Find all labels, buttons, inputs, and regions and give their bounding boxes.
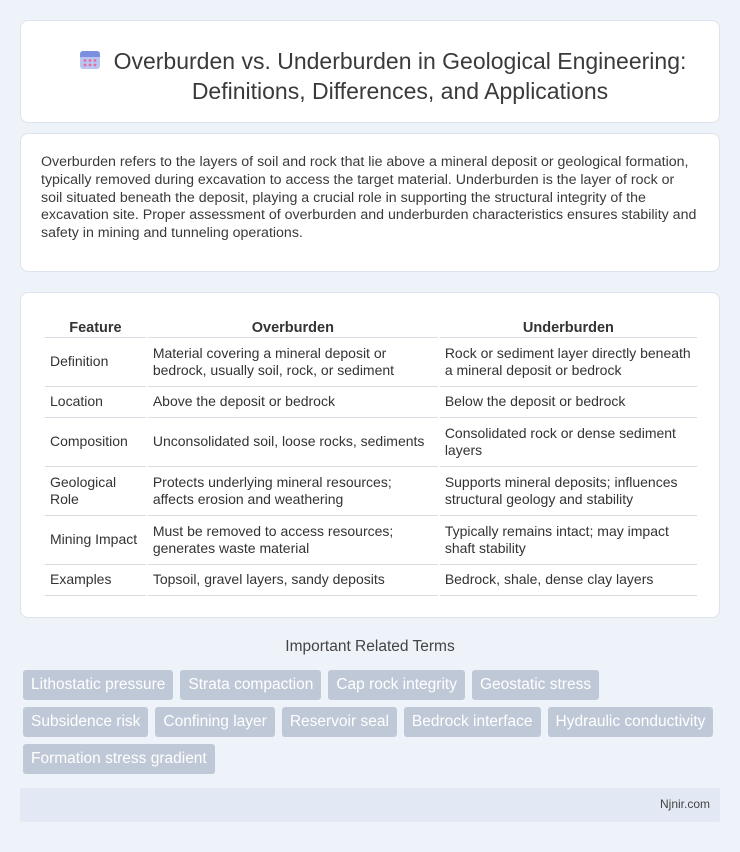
cell-feature: Definition bbox=[45, 338, 146, 387]
cell-underburden: Typically remains intact; may impact shaft stability bbox=[440, 516, 697, 565]
cell-underburden: Rock or sediment layer directly beneath a mineral deposit or bedrock bbox=[440, 338, 697, 387]
tag-geostatic-stress[interactable]: Geostatic stress bbox=[472, 670, 599, 700]
table-row bbox=[45, 338, 697, 387]
table-header-row bbox=[45, 314, 697, 338]
cell-overburden: Material covering a mineral deposit or bedrock, usually soil, rock, or sediment bbox=[148, 338, 438, 387]
header-overburden: Overburden bbox=[148, 314, 438, 338]
tag-lithostatic-pressure[interactable]: Lithostatic pressure bbox=[23, 670, 173, 700]
cell-overburden: Topsoil, gravel layers, sandy deposits bbox=[148, 565, 438, 596]
tag-formation-stress-gradient[interactable]: Formation stress gradient bbox=[23, 744, 215, 774]
cell-feature: Composition bbox=[45, 418, 146, 467]
comparison-table bbox=[43, 314, 699, 596]
footer bbox=[20, 788, 720, 822]
table-row bbox=[45, 387, 697, 418]
cell-overburden: Protects underlying mineral resources; affects erosion and weathering bbox=[148, 467, 438, 516]
cell-overburden: Must be removed to access resources; generates waste material bbox=[148, 516, 438, 565]
cell-overburden: Unconsolidated soil, loose rocks, sediments bbox=[148, 418, 438, 467]
tag-strata-compaction[interactable]: Strata compaction bbox=[180, 670, 321, 700]
tag-cap-rock-integrity[interactable]: Cap rock integrity bbox=[328, 670, 465, 700]
header-underburden: Underburden bbox=[440, 314, 697, 338]
tag-confining-layer[interactable]: Confining layer bbox=[155, 707, 274, 737]
calendar-icon bbox=[79, 48, 101, 70]
related-terms-list bbox=[23, 670, 723, 774]
table-row bbox=[45, 565, 697, 596]
related-terms-title: Important Related Terms bbox=[285, 638, 455, 655]
cell-feature: Geological Role bbox=[45, 467, 146, 516]
cell-feature: Examples bbox=[45, 565, 146, 596]
page-title: Overburden vs. Underburden in Geological Engineering: Definitions, Differences, and Applications bbox=[113, 48, 687, 104]
table-row bbox=[45, 467, 697, 516]
title-card bbox=[20, 20, 720, 123]
intro-paragraph: Overburden refers to the layers of soil and rock that lie above a mineral deposit or geological formation, typically removed during excavation to access the target material. Underburden is the layer of rock or soil situated beneath the deposit, playing a crucial role in supporting the structural integrity of the excavation site. Proper assessment of overburden and underburden characteristics ensures stability and safety in mining and tunneling operations. bbox=[41, 154, 697, 242]
cell-underburden: Below the deposit or bedrock bbox=[440, 387, 697, 418]
cell-underburden: Supports mineral deposits; influences structural geology and stability bbox=[440, 467, 697, 516]
comparison-card bbox=[20, 292, 720, 618]
table-row bbox=[45, 418, 697, 467]
intro-card bbox=[20, 133, 720, 272]
tag-hydraulic-conductivity[interactable]: Hydraulic conductivity bbox=[548, 707, 714, 737]
cell-feature: Mining Impact bbox=[45, 516, 146, 565]
table-row bbox=[45, 516, 697, 565]
tag-bedrock-interface[interactable]: Bedrock interface bbox=[404, 707, 541, 737]
cell-feature: Location bbox=[45, 387, 146, 418]
cell-underburden: Consolidated rock or dense sediment layers bbox=[440, 418, 697, 467]
cell-underburden: Bedrock, shale, dense clay layers bbox=[440, 565, 697, 596]
cell-overburden: Above the deposit or bedrock bbox=[148, 387, 438, 418]
header-feature: Feature bbox=[45, 314, 146, 338]
footer-site-link[interactable]: Njnir.com bbox=[659, 797, 710, 811]
tag-reservoir-seal[interactable]: Reservoir seal bbox=[282, 707, 397, 737]
tag-subsidence-risk[interactable]: Subsidence risk bbox=[23, 707, 148, 737]
